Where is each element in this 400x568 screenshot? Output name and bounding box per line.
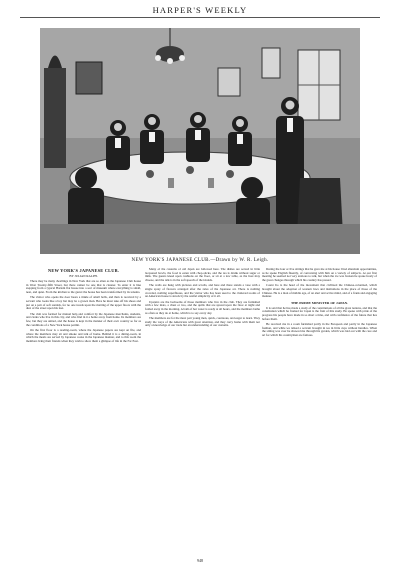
article-column-3 [262, 268, 377, 558]
masthead: HARPER'S WEEKLY [152, 5, 248, 15]
paragraph: The club was formed for mutual help and comfort by the Japanese merchants, students, and clerks who live in this city, and who find in it a home away from home. Its members are few, but they are united, and the house is kept in the manner of their own country so far as the conditions of a New York house permit. [26, 311, 141, 327]
illustration-caption: NEW YORK'S JAPANESE CLUB.—Drawn by W. R. Leigh. [131, 258, 269, 263]
paragraph: The visitor who opens the door hears a tinkle of small bells, and then is received by a servant who looks like a boy but may be a grown man. Here he must take off his shoes and put on a pair of soft sandals, for no one treads upon the matting of the upper floors with the dust of the street upon his feet. [26, 295, 141, 311]
paragraph: The members are for the most part young men, quick, courteous, and eager to learn. They study the ways of the Americans with great attention, and they carry home with them not only a knowledge of our trade but an understanding of our customs. [145, 315, 260, 328]
illustration-engraving [40, 28, 360, 254]
paragraph: The walls are hung with pictures and scrolls, and here and there stands a vase with a single spray of flowers arranged after the rules of the Japanese art. There is nothing crowded, nothing superfluous, and the visitor who has been used to the cluttered rooms of an American house is struck by the restful simplicity of it all. [145, 283, 260, 299]
page-number: 948 [197, 558, 203, 563]
paragraph: It is said that he has made a study of the constitutions of all the great nations, and that the constitution which he framed for Japan is the fruit of this study. He spoke with pride of the progress his people have made in so short a time, and with confidence of the future that lies before them. [262, 305, 377, 321]
paragraph: He received me in a room furnished partly in the European and partly in the Japanese fashion, and while we talked a servant brought in tea in little cups without handles. When the sitting was over he showed me through his garden, which was laid out with the care and art for which his countrymen are famous. [262, 321, 377, 337]
paragraph: On the first floor is a reading-room, where the Japanese papers are kept on file, and where the members may sit and smoke and talk of home. Behind it is a dining-room, in which the meals are served by Japanese cooks in the Japanese manner, and to this room the members bring their friends when they wish to show them a glimpse of life in the Far East. [26, 327, 141, 344]
paragraph: Many of the customs of old Japan are followed here. The dishes are served in little lacquered bowls, the food is eaten with chop-sticks, and the tea is drunk without sugar or milk. The guests kneel upon cushions on the floor, or sit at a low table, as the host may choose, and the talk is in the soft speech of the islands. [145, 268, 260, 283]
article-title: NEW YORK'S JAPANESE CLUB. [47, 268, 120, 273]
paragraph: There may be many dwellings in New York that are so alien as the Japanese Club house in West Twenty-fifth Street, but there cannot be one that is cleaner. To enter it is like stepping from a typical Harlem flat house into a sort of museum where everything is small, neat, and quiet. From the kitchen to the garret the house has been transformed by its tenants. [26, 279, 141, 295]
paragraph: Count Ito is the head of the movement that civilized the Chinese-colonized, which brought about the adoption of western laws and institutions in the place of those of the Chinese. He is a man of middle age, of an alert and active mind, and of a frank and engaging manner. [262, 283, 377, 299]
japanese-club-illustration [40, 28, 360, 254]
article-column-2 [145, 268, 260, 558]
masthead-rule [20, 17, 380, 18]
paragraph: Upstairs are the bedrooms of those members who live in the club. They are furnished with a few mats, a chest or two, and the quilts that are spread upon the floor at night and folded away in the morning. A bath of hot water is ready at all hours, and the members bathe as often as they do at home, which is to say every day. [145, 299, 260, 315]
paragraph: During the four or five sittings that he gave me at his house I had abundant opportunities, as he spoke English fluently, of conversing with him on a variety of subjects. At our first meeting he seemed not very anxious to talk, but when the ice was broken he spoke freely of the great changes through which his country has passed. [262, 268, 377, 283]
article-byline: BY JULIAN RALPH. [69, 274, 98, 278]
article-column-1 [26, 268, 141, 558]
section-subhead: THE PRIME MINISTER OF JAPAN. [290, 301, 349, 306]
